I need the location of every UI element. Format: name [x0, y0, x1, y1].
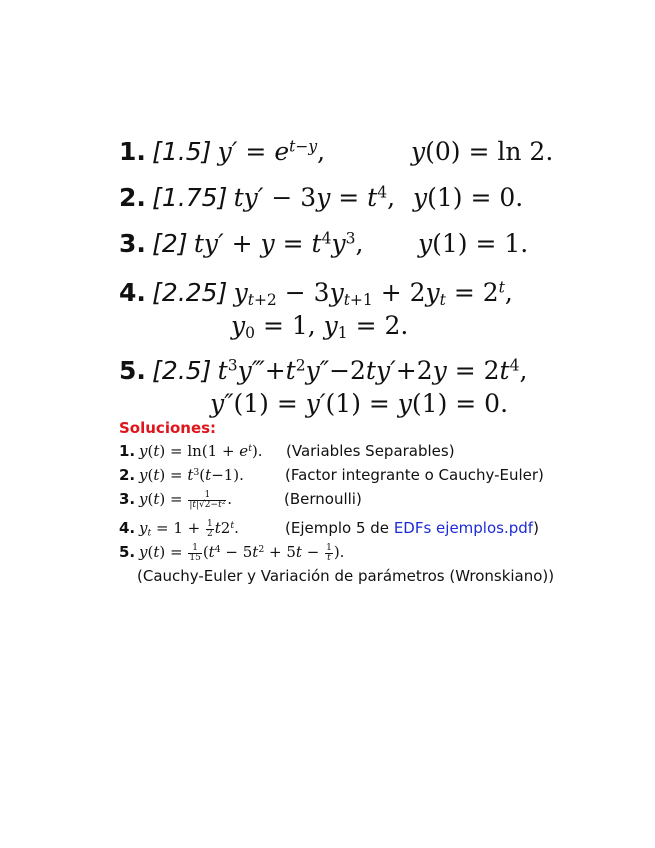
solution-2: [119, 465, 544, 486]
problem-equation: $y' = e^{t-y}$,: [217, 137, 326, 166]
solution-method: (Variables Separables): [286, 442, 455, 460]
problem-5: [119, 356, 527, 387]
edfs-ejemplos-link[interactable]: EDFs ejemplos.pdf: [393, 519, 534, 537]
problem-2: [119, 183, 395, 214]
problem-number: 3.: [119, 229, 146, 258]
problem-equation: $y_{t+2} - 3y_{t+1} + 2y_t = 2^t$,: [233, 278, 513, 309]
solution-equation: y(t) = $\frac{1}{15}$ ($t^4 - 5t^2 + 5t$ − $\frac{1}{t}$ ).: [139, 542, 345, 563]
solutions-heading: Soluciones:: [119, 419, 217, 437]
solution-1: [119, 441, 455, 462]
problem-1: [119, 137, 325, 168]
solution-3: [119, 489, 362, 510]
problem-4: [119, 278, 513, 309]
problem-equation: $ty' + y = t^4y^3$,: [193, 229, 364, 258]
problem-5-condition: y″(1) = y′(1) = y(1) = 0.: [210, 389, 509, 418]
solution-equation: y(t) = $\frac{1}{|t|√2-t^2}$ .: [139, 489, 233, 510]
solution-number: 2.: [119, 466, 136, 484]
problem-equation: $ty' - 3y = t^4$,: [233, 183, 396, 212]
problem-number: 1.: [119, 137, 146, 166]
problem-number: 4.: [119, 278, 146, 307]
problem-points: [1.5]: [152, 137, 212, 166]
problem-points: [2]: [152, 229, 188, 258]
solution-number: 4.: [119, 519, 136, 537]
problem-points: [2.5]: [152, 356, 212, 385]
solution-5-method: (Cauchy-Euler y Variación de parámetros (Wronskiano)): [137, 567, 555, 585]
problem-2-condition: y(1) = 0.: [413, 183, 524, 212]
problem-equation: $t^3y‴+t^2y''-2ty'+2y = 2t^4$,: [217, 356, 528, 385]
problem-points: [1.75]: [152, 183, 228, 212]
solution-5: [119, 542, 345, 563]
problem-3-condition: y(1) = 1.: [418, 229, 529, 258]
problem-number: 5.: [119, 356, 146, 385]
problem-1-condition: y(0) = ln 2.: [411, 137, 554, 166]
solution-method: (Factor integrante o Cauchy-Euler): [285, 466, 544, 484]
solution-number: 5.: [119, 543, 136, 561]
solution-equation: $y_t = 1$ + $\frac{1}{2}$ t2$^t$.: [139, 518, 239, 539]
solution-number: 1.: [119, 442, 136, 460]
solution-number: 3.: [119, 490, 136, 508]
solution-method: (Ejemplo 5 de EDFs ejemplos.pdf): [285, 519, 539, 537]
problem-points: [2.25]: [152, 278, 228, 307]
solution-method: (Bernoulli): [284, 490, 362, 508]
solution-equation: $y(t) = \ln(1 + e^t)$.: [139, 442, 263, 460]
problem-3: [119, 229, 363, 260]
solution-equation: $y(t) = t^3(t-1)$.: [139, 466, 244, 484]
solution-4: [119, 518, 539, 539]
problem-number: 2.: [119, 183, 146, 212]
problem-4-condition: $y_0 = 1$, $y_1 = 2$.: [231, 311, 409, 342]
